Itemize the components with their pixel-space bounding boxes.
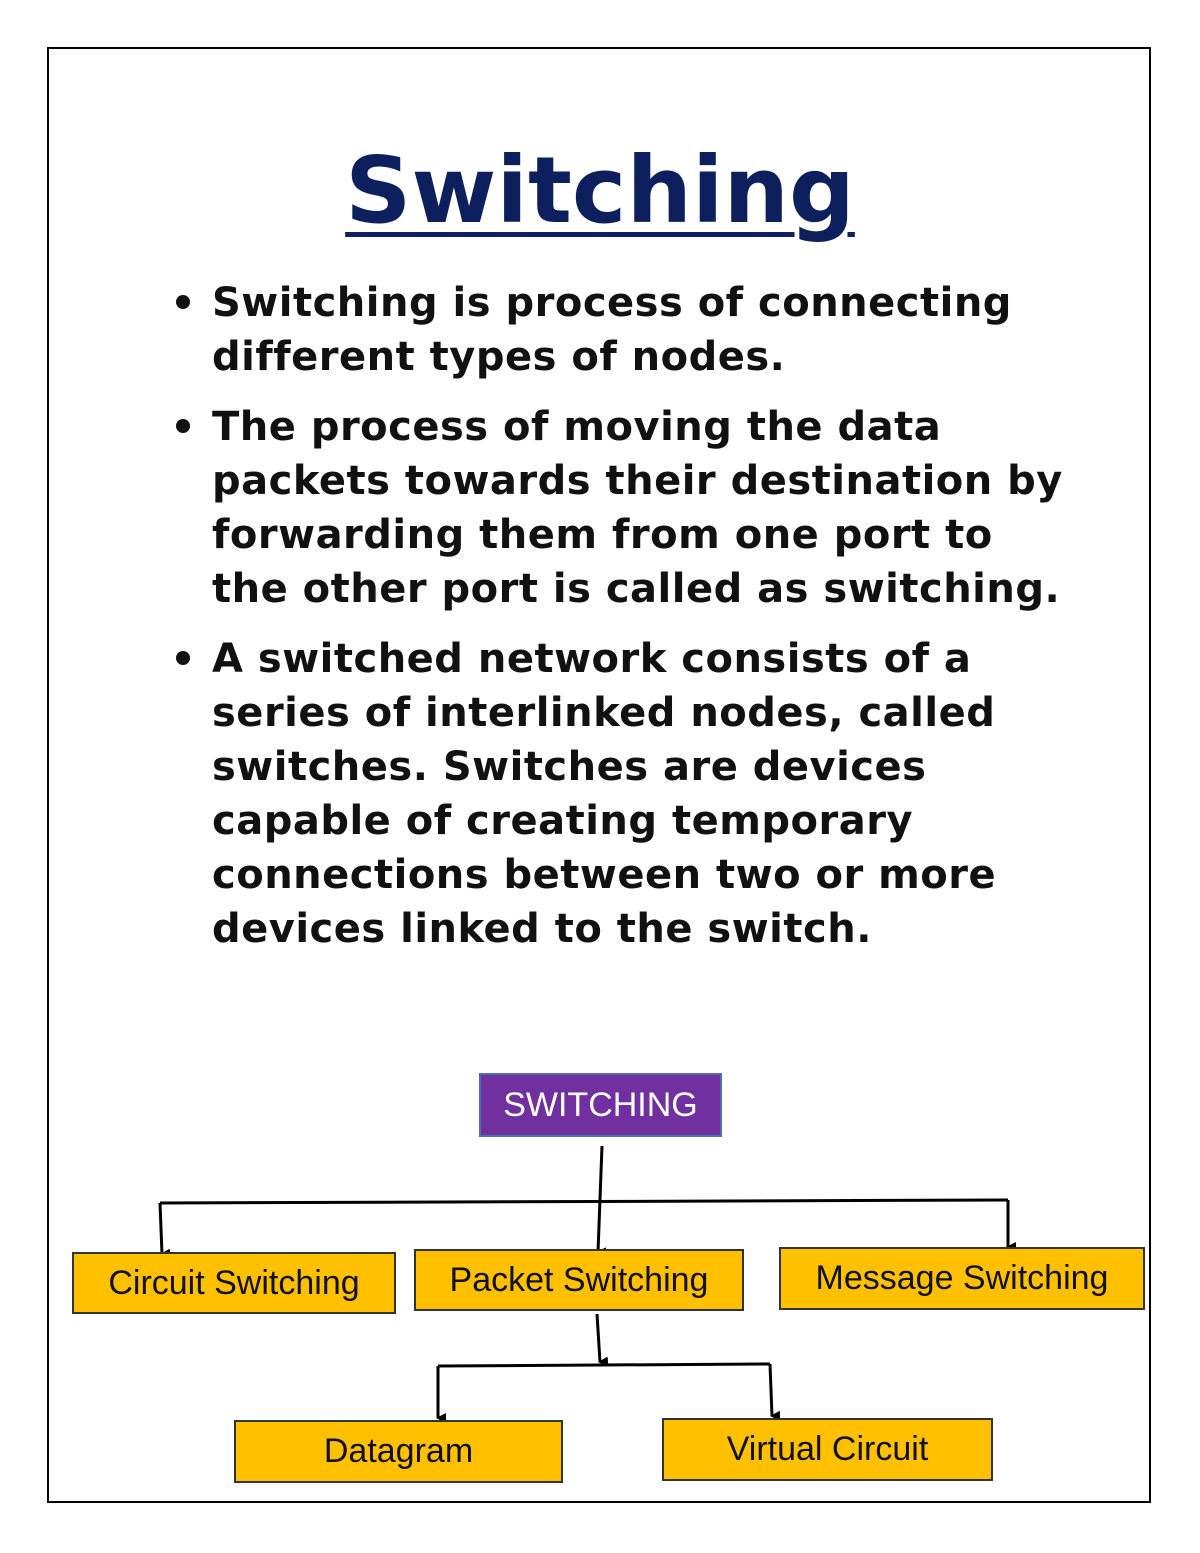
root-box: SWITCHING xyxy=(479,1073,722,1137)
bullet-text: A switched network consists of a series of interlinked nodes, called switches. Switches are devices capable of creating temporary connections between two or more devices linked to the switch. xyxy=(212,636,997,952)
title-text: Switching xyxy=(345,137,855,244)
datagram-box: Datagram xyxy=(234,1420,563,1483)
message-switching-box: Message Switching xyxy=(779,1247,1145,1310)
sub-branch-line xyxy=(438,1364,770,1366)
root-to-packet-line xyxy=(598,1146,602,1252)
branch-to-circuit-line xyxy=(160,1203,162,1254)
horizontal-branch-line xyxy=(160,1200,1008,1203)
packet-switching-box: Packet Switching xyxy=(414,1249,744,1311)
bullet-text: Switching is process of connecting different types of nodes. xyxy=(212,280,1012,380)
bullet-text: The process of moving the data packets towards their destination by forwarding them from one port to the other port is called as switching. xyxy=(212,404,1063,612)
packet-down-line xyxy=(597,1314,600,1362)
circuit-switching-box: Circuit Switching xyxy=(72,1252,396,1314)
sub-to-virtual-line xyxy=(770,1364,772,1416)
virtual-circuit-box: Virtual Circuit xyxy=(662,1418,993,1481)
